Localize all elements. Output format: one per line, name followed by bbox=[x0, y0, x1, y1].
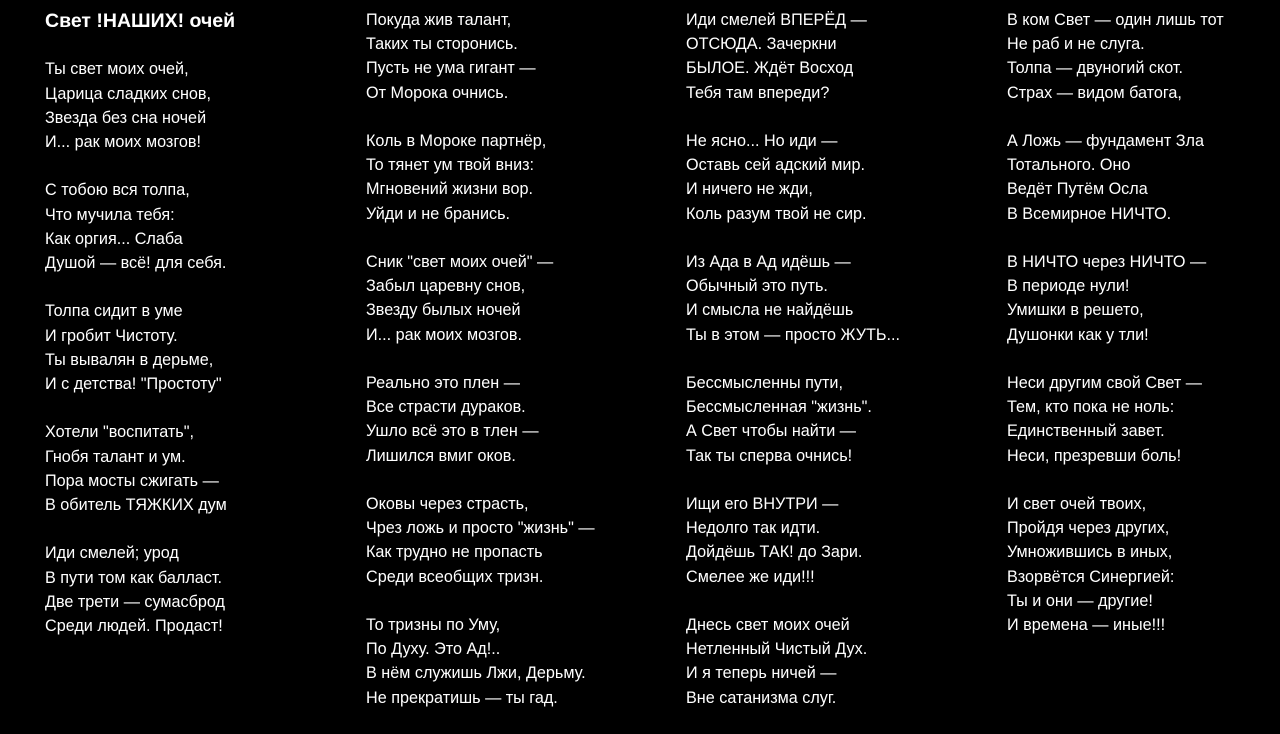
poem-line: Обычный это путь. bbox=[686, 277, 828, 296]
poem-line: Пусть не ума гигант — bbox=[366, 59, 536, 78]
poem-line: Мгновений жизни вор. bbox=[366, 180, 533, 199]
poem-line: Единственный завет. bbox=[1007, 422, 1165, 441]
stanza bbox=[686, 613, 900, 710]
poem-line: В обитель ТЯЖКИХ дум bbox=[45, 496, 227, 514]
poem-line: Страх — видом батога, bbox=[1007, 83, 1182, 102]
poem-line: Коль разум твой не сир. bbox=[686, 204, 867, 223]
poem-line: Как трудно не пропасть bbox=[366, 543, 543, 562]
poem-line: В ком Свет — один лишь тот bbox=[1007, 11, 1224, 29]
poem-line: Покуда жив талант, bbox=[366, 11, 512, 29]
poem-column-1 bbox=[45, 9, 235, 662]
poem-line: В нём служишь Лжи, Дерьму. bbox=[366, 664, 586, 683]
poem-line: Иди смелей ВПЕРЁД — bbox=[686, 11, 867, 29]
poem-line: Тем, кто пока не ноль: bbox=[1007, 398, 1175, 417]
stanza bbox=[366, 8, 595, 105]
poem-line: Не прекратишь — ты гад. bbox=[366, 688, 558, 707]
poem-line: И... рак моих мозгов. bbox=[366, 325, 522, 344]
poem-column-4 bbox=[1007, 8, 1224, 661]
stanza bbox=[1007, 129, 1224, 226]
poem-line: Толпа сидит в уме bbox=[45, 302, 183, 321]
poem-line: Смелее же иди!!! bbox=[686, 567, 815, 586]
poem-line: Нетленный Чистый Дух. bbox=[686, 640, 868, 659]
poem-line: Бессмысленны пути, bbox=[686, 374, 843, 392]
poem-line: Сник "свет моих очей" — bbox=[366, 253, 554, 271]
poem-line: Умножившись в иных, bbox=[1007, 543, 1173, 562]
stanza bbox=[366, 492, 595, 589]
poem-line: И смысла не найдёшь bbox=[686, 301, 854, 320]
stanza bbox=[366, 371, 595, 468]
poem-line: Неси другим свой Свет — bbox=[1007, 374, 1202, 392]
poem-line: Оставь сей адский мир. bbox=[686, 156, 865, 175]
poem-line: А Свет чтобы найти — bbox=[686, 422, 856, 441]
poem-line: Ищи его ВНУТРИ — bbox=[686, 495, 839, 513]
poem-line: Не ясно... Но иди — bbox=[686, 132, 838, 150]
poem-line: Вне сатанизма слуг. bbox=[686, 688, 837, 707]
poem-line: Тебя там впереди? bbox=[686, 83, 830, 102]
poem-line: Недолго так идти. bbox=[686, 519, 821, 538]
stanza bbox=[686, 250, 900, 347]
poem-line: Днесь свет моих очей bbox=[686, 616, 850, 634]
poem-line: От Морока очнись. bbox=[366, 83, 509, 102]
poem-line: Ты вывалян в дерьме, bbox=[45, 350, 214, 369]
stanza bbox=[45, 541, 235, 638]
poem-line: С тобою вся толпа, bbox=[45, 181, 190, 200]
poem-line: Таких ты сторонись. bbox=[366, 35, 518, 54]
poem-line: Душой — всё! для себя. bbox=[45, 254, 227, 272]
stanza bbox=[45, 57, 235, 154]
poem-line: Умишки в решето, bbox=[1007, 301, 1144, 320]
stanza bbox=[686, 492, 900, 589]
poem-line: Среди людей. Продаст! bbox=[45, 617, 223, 635]
poem-line: Толпа — двуногий скот. bbox=[1007, 59, 1183, 78]
poem-line: И времена — иные!!! bbox=[1007, 616, 1166, 635]
poem-line: Тотального. Оно bbox=[1007, 156, 1131, 175]
poem-line: То тянет ум твой вниз: bbox=[366, 156, 535, 175]
poem-line: Ты и они — другие! bbox=[1007, 591, 1153, 610]
poem-line: Взорвётся Синергией: bbox=[1007, 567, 1175, 586]
poem-line: Среди всеобщих тризн. bbox=[366, 567, 544, 586]
stanza bbox=[1007, 250, 1224, 347]
stanza bbox=[45, 178, 235, 275]
poem-line: Бессмысленная "жизнь". bbox=[686, 398, 872, 417]
poem-title: Свет !НАШИХ! очей bbox=[45, 10, 236, 32]
stanza bbox=[686, 129, 900, 226]
poem-line: Коль в Мороке партнёр, bbox=[366, 132, 547, 150]
poem-line: БЫЛОЕ. Ждёт Восход bbox=[686, 59, 854, 78]
stanza bbox=[366, 129, 595, 226]
stanza bbox=[686, 8, 900, 105]
poem-line: Пора мосты сжигать — bbox=[45, 471, 219, 490]
poem-line: Все страсти дураков. bbox=[366, 398, 526, 417]
poem-line: ОТСЮДА. Зачеркни bbox=[686, 35, 837, 54]
poem-line: И свет очей твоих, bbox=[1007, 495, 1147, 513]
poem-line: Неси, презревши боль! bbox=[1007, 446, 1182, 465]
poem-line: А Ложь — фундамент Зла bbox=[1007, 132, 1205, 150]
poem-line: Ведёт Путём Осла bbox=[1007, 180, 1148, 199]
poem-line: Ты свет моих очей, bbox=[45, 60, 189, 79]
stanza bbox=[686, 371, 900, 468]
poem-line: Лишился вмиг оков. bbox=[366, 446, 516, 465]
poem-line: Звезду былых ночей bbox=[366, 301, 521, 320]
poem-line: Что мучила тебя: bbox=[45, 205, 175, 224]
poem-line: Ушло всё это в тлен — bbox=[366, 422, 539, 441]
poem-line: И ничего не жди, bbox=[686, 180, 813, 199]
stanza bbox=[45, 299, 235, 396]
poem-line: Гнобя талант и ум. bbox=[45, 447, 186, 466]
poem-line: В пути том как балласт. bbox=[45, 568, 222, 587]
poem-line: Звезда без сна ночей bbox=[45, 108, 207, 127]
poem-column-2 bbox=[366, 8, 595, 734]
poem-line: Оковы через страсть, bbox=[366, 495, 529, 513]
poem-line: Как оргия... Слаба bbox=[45, 229, 183, 248]
poem-line: И я теперь ничей — bbox=[686, 664, 837, 683]
poem-line: Чрез ложь и просто "жизнь" — bbox=[366, 519, 595, 538]
stanza bbox=[366, 250, 595, 347]
poem-line: То тризны по Уму, bbox=[366, 616, 501, 634]
poem-line: Ты в этом — просто ЖУТЬ... bbox=[686, 325, 901, 344]
poem-line: Не раб и не слуга. bbox=[1007, 35, 1145, 54]
poem-line: Забыл царевну снов, bbox=[366, 277, 526, 296]
poem-line: Так ты сперва очнись! bbox=[686, 446, 853, 465]
stanza bbox=[45, 420, 235, 517]
poem-line: Хотели "воспитать", bbox=[45, 423, 194, 442]
poem-line: В Всемирное НИЧТО. bbox=[1007, 204, 1172, 223]
poem-line: В НИЧТО через НИЧТО — bbox=[1007, 253, 1207, 271]
poem-line: По Духу. Это Ад!.. bbox=[366, 640, 501, 659]
poem-line: И гробит Чистоту. bbox=[45, 326, 178, 345]
poem-line: Из Ада в Ад идёшь — bbox=[686, 253, 851, 271]
poem-line: Две трети — сумасброд bbox=[45, 592, 225, 611]
poem-line: И с детства! "Простоту" bbox=[45, 375, 222, 393]
poem-column-3 bbox=[686, 8, 900, 734]
poem-line: Пройдя через других, bbox=[1007, 519, 1170, 538]
poem-line: Реально это плен — bbox=[366, 374, 520, 392]
poem-line: Иди смелей; урод bbox=[45, 544, 179, 563]
stanza bbox=[1007, 8, 1224, 105]
stanza bbox=[1007, 371, 1224, 468]
poem-line: Уйди и не бранись. bbox=[366, 204, 511, 223]
stanza bbox=[366, 613, 595, 710]
poem-line: Дойдёшь ТАК! до Зари. bbox=[686, 543, 863, 562]
poem-line: Душонки как у тли! bbox=[1007, 325, 1149, 344]
poem-line: Царица сладких снов, bbox=[45, 84, 211, 103]
poem-line: И... рак моих мозгов! bbox=[45, 133, 201, 151]
poem-line: В периоде нули! bbox=[1007, 277, 1130, 296]
stanza bbox=[1007, 492, 1224, 637]
